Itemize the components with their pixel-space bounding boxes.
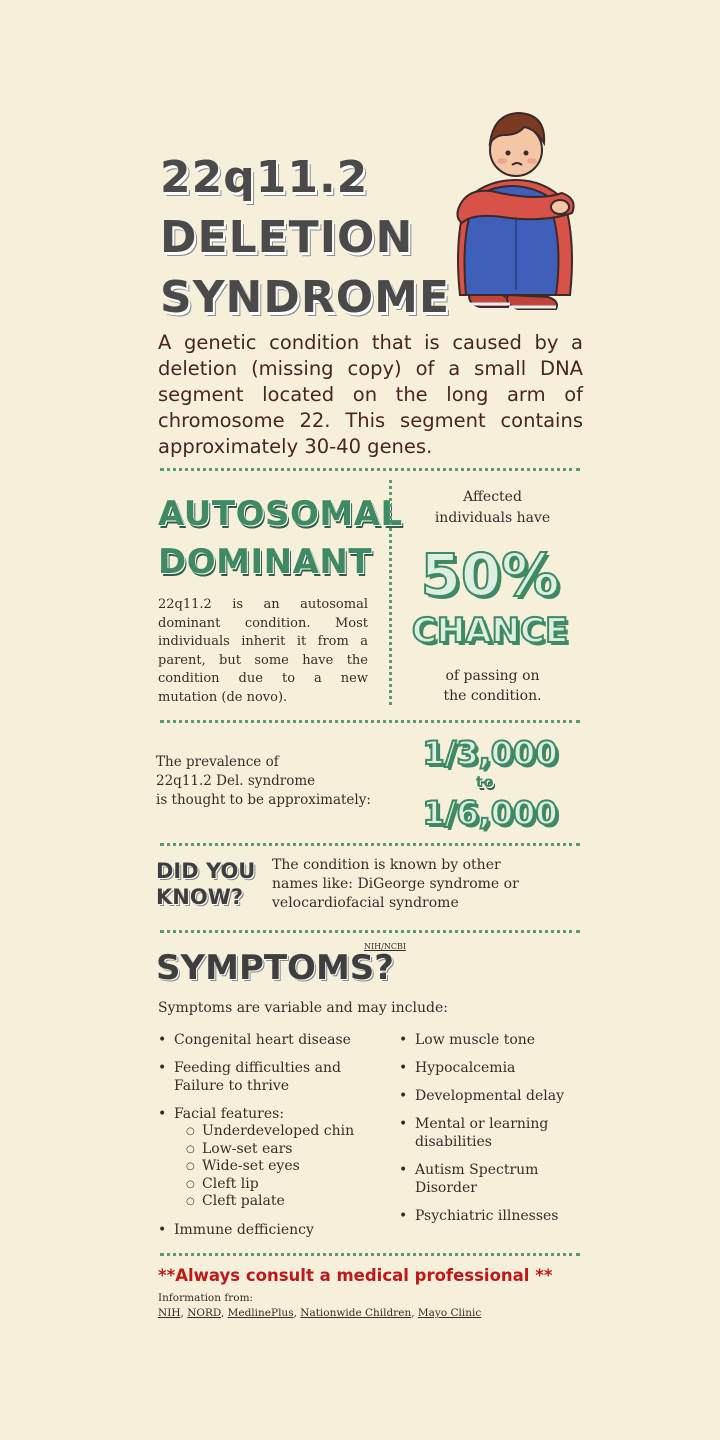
divider (160, 843, 580, 846)
list-item: • Feeding difficulties and Failure to thrive (156, 1059, 374, 1095)
prevalence-line-2: 22q11.2 Del. syndrome (156, 773, 316, 789)
chance-label: CHANCE (411, 611, 569, 651)
info-label: Information from: (158, 1292, 254, 1304)
prevalence-low: 1/6,000 (422, 794, 558, 832)
source-links: NIH, NORD, MedlinePlus, Nationwide Children, Mayo Clinic (158, 1307, 482, 1319)
list-item: • Low muscle tone (397, 1031, 587, 1049)
chance-intro-line-2: individuals have (434, 510, 551, 526)
list-subitem: ○ Cleft palate (156, 1193, 396, 1211)
chance-outro (405, 666, 580, 706)
list-subitem: ○ Wide-set eyes (156, 1158, 396, 1176)
inheritance-text: 22q11.2 is an autosomal dominant condition. Most individuals inherit it from a parent, but some have the condition due to a new mutation (de novo). (158, 597, 368, 705)
title-line-1: 22q11.2 (160, 152, 369, 203)
source-link-nih[interactable]: NIH (158, 1307, 181, 1319)
prevalence-to: to (475, 773, 495, 791)
divider (160, 930, 580, 933)
list-item: • Immune defficiency (156, 1221, 396, 1239)
did-you-know-text (272, 856, 582, 913)
medical-warning: **Always consult a medical professional ** (158, 1266, 553, 1285)
prevalence-line-1: The prevalence of (156, 754, 279, 770)
list-item: • Autism Spectrum Disorder (397, 1161, 565, 1197)
inheritance-heading-line-2: DOMINANT (158, 542, 373, 582)
prevalence-line-3: is thought to be approximately: (156, 792, 371, 808)
prevalence-high: 1/3,000 (422, 734, 558, 772)
source-link-medlineplus[interactable]: MedlinePlus (227, 1307, 294, 1319)
list-item: • Developmental delay (397, 1087, 587, 1105)
list-subitem: ○ Underdeveloped chin (156, 1123, 396, 1141)
title-line-2: DELETION (160, 212, 414, 263)
list-item: • Hypocalcemia (397, 1059, 587, 1077)
list-subitem: ○ Cleft lip (156, 1176, 396, 1194)
title-line-3: SYNDROME (160, 272, 451, 323)
source-link-nationwide-children[interactable]: Nationwide Children (300, 1307, 412, 1319)
list-subitem: ○ Low-set ears (156, 1141, 396, 1159)
list-item: • Psychiatric illnesses (397, 1207, 587, 1225)
symptoms-intro: Symptoms are variable and may include: (158, 1000, 448, 1016)
divider (160, 1253, 580, 1256)
did-you-know-text-line-2: names like: DiGeorge syndrome or (272, 876, 519, 892)
chance-value: 50% (420, 541, 560, 609)
did-you-know-text-line-1: The condition is known by other (272, 857, 501, 873)
symptoms-citation: NIH/NCBI (364, 942, 406, 951)
source-link-nord[interactable]: NORD (187, 1307, 221, 1319)
did-you-know-heading (156, 858, 255, 910)
list-item: • Mental or learning disabilities (397, 1115, 575, 1151)
did-you-know-line-1: DID YOU (156, 859, 256, 883)
prevalence-text (156, 753, 416, 810)
list-item: • Congenital heart disease (156, 1031, 396, 1049)
chance-intro-line-1: Affected (463, 489, 522, 505)
sad-child-illustration (448, 105, 583, 330)
divider (160, 468, 580, 471)
inheritance-heading (158, 490, 403, 586)
chance-outro-line-2: the condition. (443, 688, 542, 704)
symptoms-right-column (397, 1031, 587, 1235)
did-you-know-line-2: KNOW? (156, 885, 244, 909)
page-title (160, 148, 450, 328)
chance-intro (405, 487, 580, 529)
chance-outro-line-1: of passing on (445, 668, 540, 684)
list-item: • Facial features: (156, 1105, 396, 1123)
intro-paragraph: A genetic condition that is caused by a deletion (missing copy) of a small DNA segment located on the long arm of chromosome 22. This segment contains approximately 30-40 genes. (158, 331, 583, 458)
source-link-mayo-clinic[interactable]: Mayo Clinic (417, 1307, 482, 1319)
inheritance-heading-line-1: AUTOSOMAL (158, 494, 403, 534)
divider (160, 720, 580, 723)
did-you-know-text-line-3: velocardiofacial syndrome (272, 895, 459, 911)
symptoms-heading: SYMPTOMS? (156, 948, 394, 988)
vertical-divider (389, 480, 392, 705)
symptoms-left-column (156, 1031, 396, 1249)
